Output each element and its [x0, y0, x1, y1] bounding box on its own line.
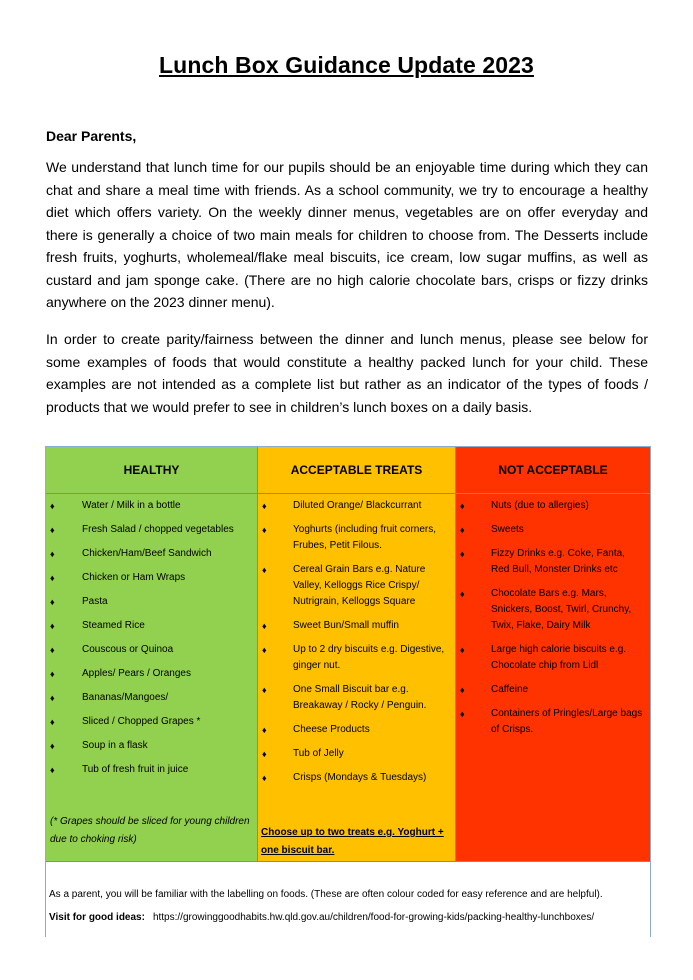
list-item-text: Bananas/Mangoes/: [82, 692, 169, 703]
list-item-text: Apples/ Pears / Oranges: [82, 668, 191, 679]
list-item: [46, 618, 257, 634]
list-item-text: Sliced / Chopped Grapes *: [82, 716, 201, 727]
list-item-text: Sweets: [491, 524, 524, 535]
list-item-text: Tub of fresh fruit in juice: [82, 764, 189, 775]
visit-label: Visit for good ideas:: [49, 912, 145, 923]
list-item-text: Up to 2 dry biscuits e.g. Digestive, ginger nut.: [293, 644, 445, 671]
diamond-bullet-icon: ♦: [50, 741, 55, 751]
list-item-text: Fresh Salad / chopped vegetables: [82, 524, 234, 535]
diamond-bullet-icon: ♦: [50, 669, 55, 679]
list-item-text: Large high calorie biscuits e.g. Chocolate chip from Lidl: [491, 644, 627, 671]
treats-list: [258, 494, 455, 786]
list-item-text: Chicken/Ham/Beef Sandwich: [82, 548, 212, 559]
list-item: [456, 682, 650, 698]
grapes-note: (* Grapes should be sliced for young children due to choking risk): [50, 816, 250, 845]
list-item: [258, 498, 455, 514]
list-item-text: Steamed Rice: [82, 620, 145, 631]
list-item-text: Nuts (due to allergies): [491, 500, 589, 511]
diamond-bullet-icon: ♦: [50, 693, 55, 703]
parity-paragraph: In order to create parity/fairness between the dinner and lunch menus, please see below for some examples of foods that would constitute a healthy packed lunch for your child. These examples are not intended as a complete list but rather as an indicator of the types of foods / products that we would prefer to see in children’s lunch boxes on a daily basis.: [46, 331, 648, 415]
diamond-bullet-icon: ♦: [50, 525, 55, 535]
list-item: [258, 682, 455, 714]
diamond-bullet-icon: ♦: [262, 685, 267, 695]
list-item-text: Fizzy Drinks e.g. Coke, Fanta, Red Bull, Monster Drinks etc: [491, 548, 625, 575]
lunch-guidance-table: [45, 446, 651, 937]
list-item: [258, 562, 455, 610]
diamond-bullet-icon: ♦: [262, 525, 267, 535]
diamond-bullet-icon: ♦: [262, 725, 267, 735]
list-item: [46, 714, 257, 730]
list-item-text: Crisps (Mondays & Tuesdays): [293, 772, 427, 783]
list-item-text: Caffeine: [491, 684, 529, 695]
not-acceptable-column: [455, 447, 650, 861]
list-item: [456, 642, 650, 674]
list-item: [258, 722, 455, 738]
diamond-bullet-icon: ♦: [50, 573, 55, 583]
list-item: [46, 546, 257, 562]
diamond-bullet-icon: ♦: [50, 765, 55, 775]
diamond-bullet-icon: ♦: [50, 597, 55, 607]
healthy-column: [46, 447, 257, 861]
list-item: [456, 546, 650, 578]
diamond-bullet-icon: ♦: [50, 501, 55, 511]
treats-note: Choose up to two treats e.g. Yoghurt + one biscuit bar.: [261, 827, 444, 856]
diamond-bullet-icon: ♦: [460, 709, 465, 719]
diamond-bullet-icon: ♦: [460, 549, 465, 559]
list-item-text: Chicken or Ham Wraps: [82, 572, 186, 583]
diamond-bullet-icon: ♦: [460, 589, 465, 599]
visit-line: [49, 912, 594, 923]
list-item-text: Pasta: [82, 596, 108, 607]
diamond-bullet-icon: ♦: [262, 749, 267, 759]
healthy-list: [46, 494, 257, 778]
diamond-bullet-icon: ♦: [262, 773, 267, 783]
list-item-text: Chocolate Bars e.g. Mars, Snickers, Boost, Twirl, Crunchy, Twix, Flake, Dairy Milk: [491, 588, 632, 631]
list-item: [456, 706, 650, 738]
list-item-text: Couscous or Quinoa: [82, 644, 174, 655]
diamond-bullet-icon: ♦: [262, 645, 267, 655]
list-item: [46, 762, 257, 778]
list-item-text: Cheese Products: [293, 724, 370, 735]
diamond-bullet-icon: ♦: [262, 565, 267, 575]
intro-paragraph: We understand that lunch time for our pupils should be an enjoyable time during which they can chat and share a meal time with friends. As a school community, we try to encourage a healthy diet which offers variety. On the weekly dinner menus, vegetables are on offer everyday and there is generally a choice of two main meals for children to choose from. The Desserts include fresh fruits, yoghurts, wholemeal/flake meal biscuits, ice cream, low sugar muffins, as well as custard and jam sponge cake. (There are no high calorie chocolate bars, crisps or fizzy drinks anywhere on the 2023 dinner menu).: [46, 159, 648, 310]
list-item-text: Sweet Bun/Small muffin: [293, 620, 399, 631]
healthy-header: HEALTHY: [46, 447, 257, 494]
list-item: [46, 570, 257, 586]
list-item: [456, 522, 650, 538]
list-item: [46, 498, 257, 514]
list-item: [456, 586, 650, 634]
list-item: [258, 618, 455, 634]
not-acceptable-header: NOT ACCEPTABLE: [456, 447, 650, 494]
treats-column: [257, 447, 455, 861]
ideas-link[interactable]: https://growinggoodhabits.hw.qld.gov.au/children/food-for-growing-kids/packing-healthy-lunchboxes/: [152, 912, 595, 923]
diamond-bullet-icon: ♦: [262, 501, 267, 511]
diamond-bullet-icon: ♦: [262, 621, 267, 631]
list-item: [46, 594, 257, 610]
greeting: Dear Parents,: [46, 128, 137, 144]
diamond-bullet-icon: ♦: [460, 685, 465, 695]
not-acceptable-list: [456, 494, 650, 738]
list-item-text: Yoghurts (including fruit corners, Frubes, Petit Filous.: [293, 524, 437, 551]
list-item: [46, 642, 257, 658]
diamond-bullet-icon: ♦: [50, 621, 55, 631]
list-item: [46, 522, 257, 538]
diamond-bullet-icon: ♦: [50, 549, 55, 559]
diamond-bullet-icon: ♦: [460, 525, 465, 535]
table-footer: [46, 861, 650, 937]
diamond-bullet-icon: ♦: [460, 501, 465, 511]
list-item-text: Tub of Jelly: [293, 748, 344, 759]
list-item: [258, 642, 455, 674]
list-item: [258, 522, 455, 554]
list-item-text: Diluted Orange/ Blackcurrant: [293, 500, 422, 511]
treats-header: ACCEPTABLE TREATS: [258, 447, 455, 494]
list-item-text: One Small Biscuit bar e.g. Breakaway / Rocky / Penguin.: [293, 684, 427, 711]
page-title: Lunch Box Guidance Update 2023: [159, 52, 534, 78]
list-item: [258, 770, 455, 786]
diamond-bullet-icon: ♦: [50, 645, 55, 655]
list-item-text: Cereal Grain Bars e.g. Nature Valley, Kelloggs Rice Crispy/ Nutrigrain, Kelloggs Square: [293, 564, 426, 607]
labelling-note: As a parent, you will be familiar with the labelling on foods. (These are often colour coded for easy reference and are helpful).: [49, 889, 603, 900]
list-item: [46, 738, 257, 754]
list-item: [258, 746, 455, 762]
list-item: [46, 666, 257, 682]
list-item-text: Water / Milk in a bottle: [82, 500, 181, 511]
diamond-bullet-icon: ♦: [50, 717, 55, 727]
list-item: [456, 498, 650, 514]
diamond-bullet-icon: ♦: [460, 645, 465, 655]
list-item-text: Soup in a flask: [82, 740, 148, 751]
list-item: [46, 690, 257, 706]
list-item-text: Containers of Pringles/Large bags of Crisps.: [491, 708, 643, 735]
